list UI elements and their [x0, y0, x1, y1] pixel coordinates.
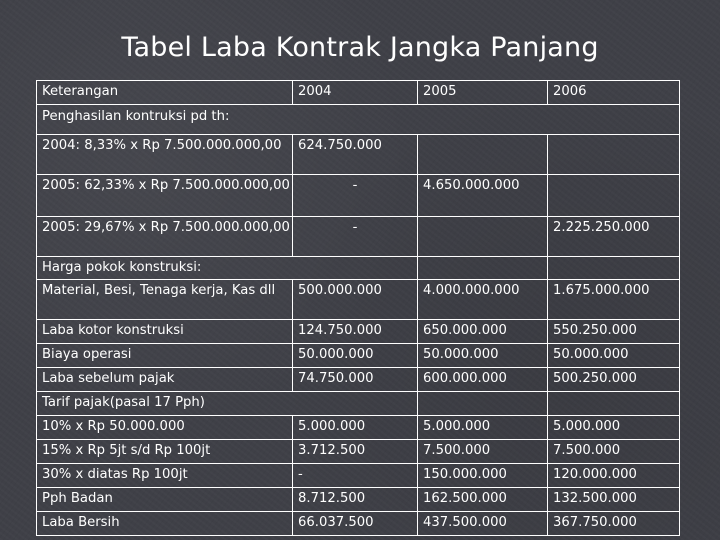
cell-2004: - [293, 217, 418, 257]
cell-2004: 3.712.500 [293, 440, 418, 464]
row-label: 10% x Rp 50.000.000 [37, 416, 293, 440]
section-row-cost [37, 257, 680, 280]
cell-2005: 600.000.000 [418, 368, 548, 392]
header-keterangan: Keterangan [37, 81, 293, 105]
section-row-revenue [37, 105, 680, 135]
cell-2005: 7.500.000 [418, 440, 548, 464]
cell-2006: 367.750.000 [548, 512, 680, 536]
cell-2004: 74.750.000 [293, 368, 418, 392]
cell-2005: 650.000.000 [418, 320, 548, 344]
cell-2005 [418, 135, 548, 175]
profit-table [36, 80, 680, 536]
cell-2004: - [293, 464, 418, 488]
cell-2006: 1.675.000.000 [548, 280, 680, 320]
cell-2006: 7.500.000 [548, 440, 680, 464]
row-label: 2005: 29,67% x Rp 7.500.000.000,00 [37, 217, 293, 257]
row-label: Material, Besi, Tenaga kerja, Kas dll [37, 280, 293, 320]
cell-2005: 5.000.000 [418, 416, 548, 440]
cell-2006: 50.000.000 [548, 344, 680, 368]
row-label: Pph Badan [37, 488, 293, 512]
cell-2005: 4.000.000.000 [418, 280, 548, 320]
cell-2006: 132.500.000 [548, 488, 680, 512]
cell-2004: 124.750.000 [293, 320, 418, 344]
page-title: Tabel Laba Kontrak Jangka Panjang [121, 32, 599, 63]
cell-2006: 120.000.000 [548, 464, 680, 488]
cell-2004: 624.750.000 [293, 135, 418, 175]
table-row [37, 344, 680, 368]
header-2005: 2005 [418, 81, 548, 105]
table-row [37, 416, 680, 440]
table-header-row [37, 81, 680, 105]
cell-2005: 50.000.000 [418, 344, 548, 368]
table-row [37, 488, 680, 512]
row-label: 2005: 62,33% x Rp 7.500.000.000,00 [37, 175, 293, 217]
table-row [37, 280, 680, 320]
table-row [37, 175, 680, 217]
table-row [37, 464, 680, 488]
table-row [37, 368, 680, 392]
row-label: Laba sebelum pajak [37, 368, 293, 392]
header-2006: 2006 [548, 81, 680, 105]
cell-2004: 50.000.000 [293, 344, 418, 368]
cell-2004: 66.037.500 [293, 512, 418, 536]
cell-2006: 550.250.000 [548, 320, 680, 344]
cell-2004: 5.000.000 [293, 416, 418, 440]
cell-2006 [548, 175, 680, 217]
section-row-tax [37, 392, 680, 416]
table-row [37, 135, 680, 175]
cell-2006 [548, 135, 680, 175]
section-label-cost: Harga pokok konstruksi: [37, 257, 418, 280]
cell-2005: 162.500.000 [418, 488, 548, 512]
cell-2006: 5.000.000 [548, 416, 680, 440]
row-label: Biaya operasi [37, 344, 293, 368]
section-label-tax: Tarif pajak(pasal 17 Pph) [37, 392, 418, 416]
cell-2005: 4.650.000.000 [418, 175, 548, 217]
cell-2004: 500.000.000 [293, 280, 418, 320]
table-row [37, 440, 680, 464]
cell-2006: 2.225.250.000 [548, 217, 680, 257]
table-row [37, 320, 680, 344]
cell-2004: - [293, 175, 418, 217]
header-2004: 2004 [293, 81, 418, 105]
row-label: Laba Bersih [37, 512, 293, 536]
section-label-revenue: Penghasilan kontruksi pd th: [37, 105, 680, 135]
cell-2005: 150.000.000 [418, 464, 548, 488]
row-label: 30% x diatas Rp 100jt [37, 464, 293, 488]
row-label: 2004: 8,33% x Rp 7.500.000.000,00 [37, 135, 293, 175]
cell-2006: 500.250.000 [548, 368, 680, 392]
table-row [37, 217, 680, 257]
table-row [37, 512, 680, 536]
row-label: 15% x Rp 5jt s/d Rp 100jt [37, 440, 293, 464]
row-label: Laba kotor konstruksi [37, 320, 293, 344]
cell-2005 [418, 217, 548, 257]
cell-2004: 8.712.500 [293, 488, 418, 512]
cell-2005: 437.500.000 [418, 512, 548, 536]
